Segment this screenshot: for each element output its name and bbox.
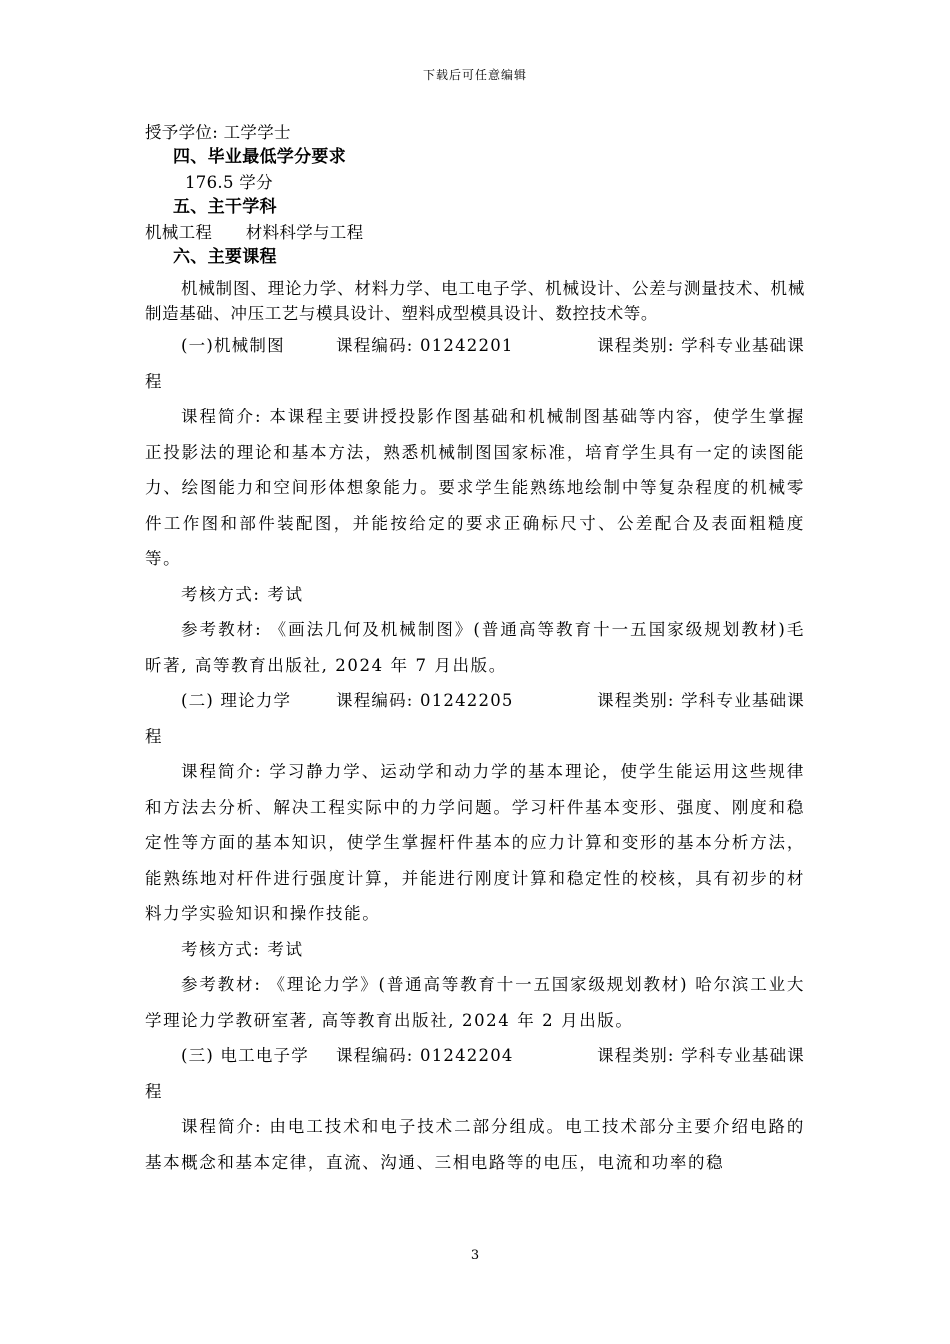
course-2-type-wrap: 程 (145, 726, 163, 746)
course-3-type-wrap: 程 (145, 1081, 163, 1101)
course-1-type-wrap: 程 (145, 371, 163, 391)
course-2-intro: 课程简介: 学习静力学、运动学和动力学的基本理论，使学生能运用这些规律和方法去分析、解决工程实际中的力学问题。学习杆件基本变形、强度、刚度和稳定性等方面的基本知识，使学生掌握杆件基本的应力计算和变形的基本分析方法，能熟练地对杆件进行强度计算，并能进行刚度计算和稳定性的校核，具有初步的材料力学实验知识和操作技能。 (145, 762, 805, 923)
course-3-header (145, 1038, 805, 1074)
section-6-title: 六、主要课程 (173, 247, 277, 267)
course-2-exam: 考核方式: 考试 (181, 939, 304, 959)
course-1-name: (一)机械制图 (181, 336, 285, 355)
document-body (145, 120, 805, 1180)
course-2-type: 课程类别: 学科专业基础课 (597, 691, 805, 710)
course-2-code: 课程编码: 01242205 (336, 691, 514, 710)
course-2-name: (二) 理论力学 (181, 691, 292, 710)
main-courses-summary: 机械制图、理论力学、材料力学、电工电子学、机械设计、公差与测量技术、机械制造基础、冲压工艺与模具设计、塑料成型模具设计、数控技术等。 (145, 279, 805, 323)
page-number: 3 (470, 1248, 480, 1263)
course-3-name: (三) 电工电子学 (181, 1046, 309, 1065)
section-5-value: 机械工程 材料科学与工程 (145, 223, 364, 242)
course-1-header (145, 328, 805, 364)
course-1-code: 课程编码: 01242201 (336, 336, 514, 355)
page-header: 下载后可任意编辑 (422, 68, 527, 82)
course-1-intro: 课程简介: 本课程主要讲授投影作图基础和机械制图基础等内容，使学生掌握正投影法的理论和基本方法，熟悉机械制图国家标准，培育学生具有一定的读图能力、绘图能力和空间形体想象能力。要求学生能熟练地绘制中等复杂程度的机械零件工作图和部件装配图，并能按给定的要求正确标尺寸、公差配合及表面粗糙度等。 (145, 407, 805, 568)
degree-line: 授予学位: 工学学士 (145, 123, 291, 142)
course-3-type: 课程类别: 学科专业基础课 (597, 1046, 805, 1065)
course-2-textbook: 参考教材: 《理论力学》(普通高等教育十一五国家级规划教材) 哈尔滨工业大学理论力学教研室著, 高等教育出版社, 2024 年 2 月出版。 (145, 975, 805, 1030)
course-1-exam: 考核方式: 考试 (181, 584, 304, 604)
course-2-header (145, 683, 805, 719)
course-1-textbook: 参考教材: 《画法几何及机械制图》(普通高等教育十一五国家级规划教材)毛昕著, 高等教育出版社, 2024 年 7 月出版。 (145, 620, 805, 675)
section-5-title: 五、主干学科 (173, 197, 277, 217)
section-4-title: 四、毕业最低学分要求 (173, 147, 346, 167)
section-4-value: 176.5 学分 (185, 173, 273, 192)
course-3-intro: 课程简介: 由电工技术和电子技术二部分组成。电工技术部分主要介绍电路的基本概念和基本定律，直流、沟通、三相电路等的电压，电流和功率的稳 (145, 1117, 805, 1172)
course-3-code: 课程编码: 01242204 (336, 1046, 514, 1065)
course-1-type: 课程类别: 学科专业基础课 (597, 336, 805, 355)
